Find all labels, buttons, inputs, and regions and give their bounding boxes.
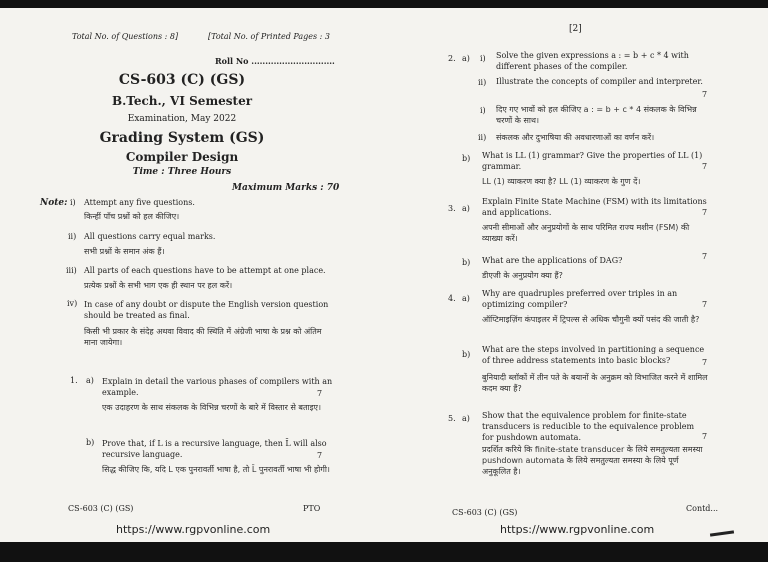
note-text-hindi: प्रत्येक प्रश्नों के सभी भाग एक ही स्थान पर हल करें।: [84, 281, 233, 290]
question-marks: 7: [702, 208, 708, 217]
note-text-hindi: किसी भी प्रकार के संदेह अथवा विवाद की स्थिति में अंग्रेजी भाषा के प्रश्न को अंतिम माना जायेगा।: [84, 327, 322, 347]
scanned-document: [0, 8, 768, 542]
footer-paper-code: CS-603 (C) (GS): [452, 508, 518, 517]
question-4a-hindi: ऑप्टिमाइज़िंग कंपाइलर में ट्रिपल्स से अधिक चौगुनी क्यों पसंद की जाती है?: [482, 315, 700, 324]
question-part: a): [86, 376, 94, 385]
footer-pto: PTO: [303, 504, 321, 513]
question-1a-hindi: एक उदाहरण के साथ संकलक के विभिन्न चरणों के बारे में विस्तार से बताइए।: [102, 403, 321, 412]
note-label: Note:: [40, 198, 68, 208]
question-3a-text: Explain Finite State Machine (FSM) with its limitations and applications.: [482, 197, 707, 217]
left-page: [40, 8, 340, 542]
source-url: https://www.rgpvonline.com: [116, 523, 271, 536]
grading-system: Grading System (GS): [99, 130, 265, 146]
question-number: 1.: [70, 376, 78, 385]
question-1b-hindi: सिद्ध कीजिए कि, यदि L एक पुनरावर्ती भाषा है, तो L̄ पुनरावर्ती भाषा भी होगी।: [102, 465, 330, 474]
subpart-num: i): [480, 54, 486, 63]
question-marks: 7: [317, 451, 323, 460]
question-marks: 7: [702, 90, 708, 99]
footer-contd: Contd...: [686, 504, 719, 513]
question-3b-hindi: डीएजी के अनुप्रयोग क्या हैं?: [482, 271, 563, 280]
question-marks: 7: [317, 389, 323, 398]
question-marks: 7: [702, 162, 708, 171]
question-3a-hindi: अपनी सीमाओं और अनुप्रयोगों के साथ परिमित राज्य मशीन (FSM) की व्याख्या करें।: [482, 223, 690, 243]
question-4b-hindi: बुनियादी ब्लॉकों में तीन पते के बयानों के अनुक्रम को विभाजित करने में शामिल कदम क्या हैं?: [482, 373, 708, 393]
question-1a-text: Explain in detail the various phases of compilers with an example.: [102, 377, 333, 397]
scan-mark: [710, 530, 734, 536]
note-num: iv): [67, 299, 78, 308]
note-num: i): [70, 198, 76, 207]
question-2a-i-hindi: दिए गए भावों को हल कीजिए a : = b + c * 4 संकलक के विभिन्न चरणों के साथ।: [496, 105, 697, 125]
question-number: 3.: [448, 204, 456, 213]
roll-no: Roll No ..............................: [215, 56, 335, 66]
right-page: [428, 8, 728, 542]
question-part: a): [462, 294, 470, 303]
source-url: https://www.rgpvonline.com: [500, 523, 655, 536]
subpart-num: ii): [478, 78, 487, 87]
page-number: [2]: [569, 24, 582, 34]
total-questions: Total No. of Questions : 8]: [72, 32, 179, 41]
subject-title: Compiler Design: [125, 150, 239, 164]
question-marks: 7: [702, 300, 708, 309]
question-5a-text: Show that the equivalence problem for finite-state transducers is reducible to the equivalence problem for pushdown automata.: [482, 411, 695, 442]
note-text-hindi: किन्हीं पाँच प्रश्नों को हल कीजिए।: [84, 212, 180, 221]
question-marks: 7: [702, 358, 708, 367]
question-5a-hindi: प्रदर्शित करिये कि finite-state transducer के लिये समतुल्यता समस्या pushdown automata के लिये समतुल्यता समस्या के लिये पूर्ण अनुकूलित है।: [482, 445, 703, 476]
question-part: a): [462, 414, 470, 423]
question-marks: 7: [702, 432, 708, 441]
question-4b-text: What are the steps involved in partitioning a sequence of three address statements into basic blocks?: [482, 345, 705, 365]
course-title: B.Tech., VI Semester: [111, 94, 253, 108]
question-2b-hindi: LL (1) व्याकरण क्या है? LL (1) व्याकरण के गुण दें।: [482, 177, 641, 186]
paper-code: CS-603 (C) (GS): [118, 72, 246, 88]
note-text: Attempt any five questions.: [84, 198, 195, 207]
note-text: All parts of each questions have to be attempt at one place.: [84, 266, 326, 275]
top-border: [0, 0, 768, 8]
subpart-num: ii): [478, 133, 487, 142]
exam-session: Examination, May 2022: [127, 114, 237, 124]
question-number: 2.: [448, 54, 456, 63]
question-2a-ii-text: Illustrate the concepts of compiler and interpreter.: [496, 77, 703, 86]
question-4a-text: Why are quadruples preferred over triples in an optimizing compiler?: [482, 289, 678, 309]
footer-paper-code: CS-603 (C) (GS): [68, 504, 134, 513]
question-part: b): [462, 350, 471, 359]
question-part: a): [462, 54, 470, 63]
question-part: a): [462, 204, 470, 213]
total-pages: [Total No. of Printed Pages : 3: [208, 32, 330, 41]
note-num: iii): [66, 266, 77, 275]
note-text-hindi: सभी प्रश्नों के समान अंक हैं।: [84, 247, 165, 256]
note-num: ii): [68, 232, 77, 241]
bottom-border: [0, 542, 768, 562]
question-marks: 7: [702, 252, 708, 261]
time-allowed: Time : Three Hours: [132, 167, 232, 177]
note-text: In case of any doubt or dispute the English version question should be treated as final.: [84, 300, 329, 320]
question-part: b): [86, 438, 95, 447]
question-number: 4.: [448, 294, 456, 303]
question-2a-ii-hindi: संकलक और दुभाषिया की अवधारणाओं का वर्णन करें।: [496, 133, 655, 142]
question-part: b): [462, 154, 471, 163]
max-marks: Maximum Marks : 70: [232, 183, 340, 193]
note-text: All questions carry equal marks.: [84, 232, 216, 241]
question-2b-text: What is LL (1) grammar? Give the properties of LL (1) grammar.: [482, 151, 703, 171]
question-3b-text: What are the applications of DAG?: [482, 256, 623, 265]
question-part: b): [462, 258, 471, 267]
question-2a-i-text: Solve the given expressions a : = b + c * 4 with different phases of the compiler.: [496, 51, 689, 71]
question-1b-text: Prove that, if L is a recursive language, then L̄ will also recursive language.: [102, 439, 327, 459]
question-number: 5.: [448, 414, 456, 423]
subpart-num: i): [480, 106, 486, 115]
